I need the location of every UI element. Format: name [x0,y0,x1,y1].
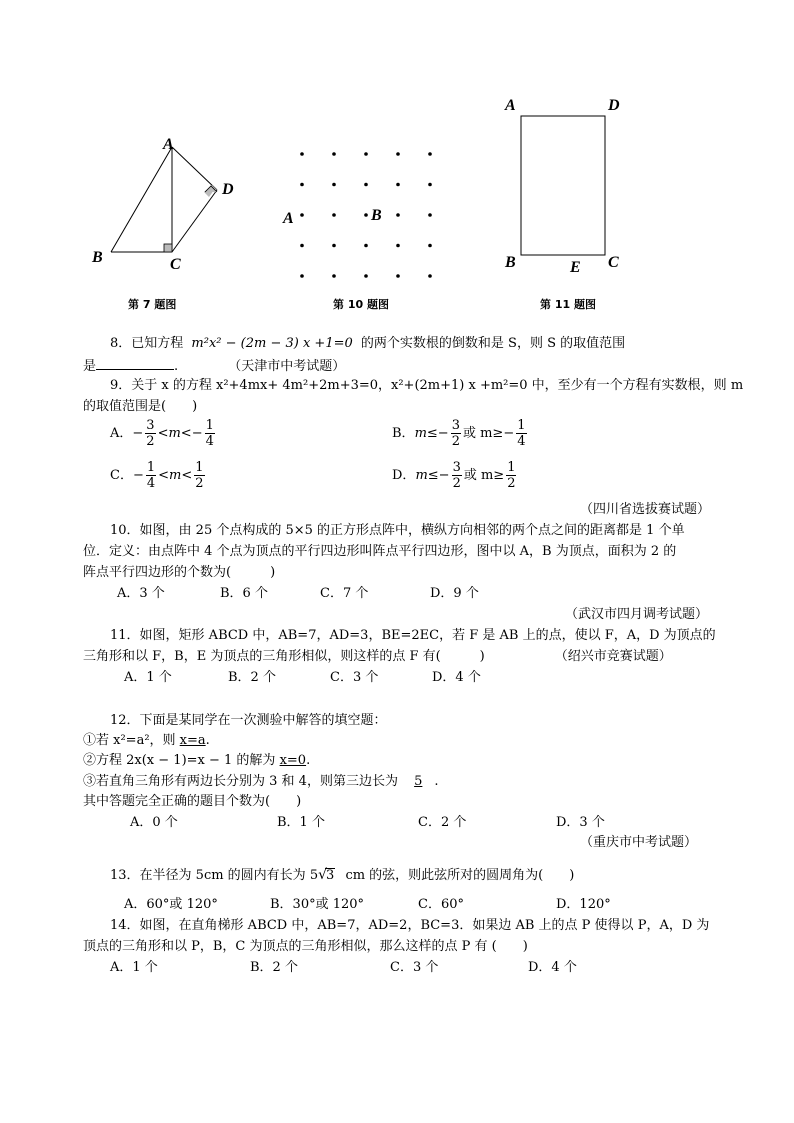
lattice-dot [396,213,400,217]
q8-blank[interactable] [96,357,174,370]
q10-option-c[interactable]: C．7 个 [320,586,369,601]
fig7-label-d: D [222,181,234,198]
q9-option-d[interactable]: D．m≤− $\frac{3}{2}$ 或 m≥ $\frac{1}{2}$ [392,460,516,491]
lattice-dot [332,213,336,217]
q14-option-b[interactable]: B．2 个 [250,960,298,975]
q11-option-b[interactable]: B．2 个 [228,670,276,685]
q13-option-c[interactable]: C．60° [418,897,464,912]
lattice-dot [332,183,336,187]
lattice-dot [300,213,304,217]
fig11-label-b: B [505,254,516,271]
lattice-dot [300,183,304,187]
q10-option-d[interactable]: D．9 个 [430,586,479,601]
q10-source: （武汉市四月调考试题） [565,607,709,622]
q10-line-1: 10．如图，由 25 个点构成的 5×5 的正方形点阵中，横纵方向相邻的两个点之间的距离都是 1 个单 [110,523,685,538]
lattice-dot [364,213,368,217]
q9-option-c[interactable]: C．− $\frac{1}{4}$ <m< $\frac{1}{2}$ [110,460,204,491]
lattice-dot [332,274,336,278]
q10-line-3: 阵点平行四边形的个数为( ) [83,565,276,580]
q14-option-c[interactable]: C．3 个 [390,960,439,975]
q12-option-b[interactable]: B．1 个 [277,815,325,830]
q12-line-1: 12．下面是某同学在一次测验中解答的填空题： [110,713,387,728]
q11-option-a[interactable]: A．1 个 [124,670,172,685]
q12-answer-3: 5 [414,774,423,789]
q12-answer-2: x=0 [279,753,307,768]
q9-line-1: 9．关于 x 的方程 x²+4mx+ 4m²+2m+3=0，x²+(2m+1) x +m²=0 中，至少有一个方程有实数根，则 m [110,378,744,393]
fig10-label-b: B [371,207,382,224]
lattice-dot [300,152,304,156]
fig7-label-c: C [170,256,181,273]
lattice-dot [300,244,304,248]
q11-line-1: 11．如图，矩形 ABCD 中，AB=7，AD=3，BE=2EC，若 F 是 AB 上的点，使以 F，A，D 为顶点的 [110,628,716,643]
q14-line-2: 顶点的三角形和以 P，B，C 为顶点的三角形相似，那么这样的点 P 有 ( ) [83,939,528,954]
lattice-dot [364,152,368,156]
q12-source: （重庆市中考试题） [580,835,698,850]
figure-10-dot-lattice [290,145,440,290]
lattice-dot [364,183,368,187]
q12-line-5: 其中答题完全正确的题目个数为( ) [83,794,302,809]
fig7-caption: 第 7 题图 [128,298,177,311]
q13-line-1: 13．在半径为 5cm 的圆内有长为 5√3 cm 的弦，则此弦所对的圆周角为( ) [110,867,575,883]
lattice-dot [428,244,432,248]
q13-option-d[interactable]: D．120° [556,897,611,912]
fig10-label-a: A [283,210,294,227]
q12-answer-1: x=a [179,733,206,748]
lattice-dot [428,152,432,156]
fig10-caption: 第 10 题图 [333,298,389,311]
q14-line-1: 14．如图，在直角梯形 ABCD 中，AB=7，AD=2，BC=3．如果边 AB 上的点 P 使得以 P，A，D 为 [110,918,710,933]
figure-11 [500,100,640,270]
fig7-label-b: B [92,249,103,266]
q12-item-3: ③若直角三角形有两边长分别为 3 和 4，则第三边长为 5 . [83,774,439,789]
lattice-dot [428,274,432,278]
q13-option-b[interactable]: B．30°或 120° [270,897,365,912]
q9-option-a[interactable]: A．− $\frac{3}{2}$ <m<− $\frac{1}{4}$ [110,418,214,449]
q8-source: （天津市中考试题） [228,359,346,374]
lattice-dot [396,152,400,156]
lattice-dot [396,183,400,187]
q10-option-a[interactable]: A．3 个 [117,586,165,601]
q14-option-d[interactable]: D．4 个 [528,960,577,975]
q10-line-2: 位．定义：由点阵中 4 个点为顶点的平行四边形叫阵点平行四边形，图中以 A，B 为顶点，面积为 2 的 [83,544,677,559]
q13-option-a[interactable]: A．60°或 120° [124,897,218,912]
q11-option-c[interactable]: C．3 个 [330,670,379,685]
lattice-dot [428,183,432,187]
q9-line-2: 的取值范围是( ) [83,399,198,414]
q8-line-2: 是 . （天津市中考试题） [83,359,346,374]
q12-option-c[interactable]: C．2 个 [418,815,467,830]
lattice-dot [300,274,304,278]
q11-source: （绍兴市竞赛试题） [554,649,672,664]
q13-radicand: 3 [326,868,335,883]
lattice-dot [332,244,336,248]
q8-equation: m²x² − (2m − 3) x +1=0 [191,336,353,351]
q9-source: （四川省选拔赛试题） [580,502,711,517]
lattice-dot [396,274,400,278]
q11-option-d[interactable]: D．4 个 [432,670,481,685]
lattice-dot [396,244,400,248]
q12-option-a[interactable]: A．0 个 [130,815,178,830]
lattice-dot [332,152,336,156]
lattice-dot [428,213,432,217]
q10-option-b[interactable]: B．6 个 [220,586,268,601]
q9-option-b[interactable]: B．m≤− $\frac{3}{2}$ 或 m≥− $\frac{1}{4}$ [392,418,526,449]
fig7-label-a: A [163,136,174,153]
q12-item-1: ①若 x²=a²，则 x=a. [83,733,210,748]
fig11-label-a: A [505,97,516,114]
lattice-dot [364,274,368,278]
lattice-dot [364,244,368,248]
fig11-label-e: E [570,259,581,276]
q11-line-2: 三角形和以 F，B，E 为顶点的三角形相似，则这样的点 F 有( ) （绍兴市竞赛试题） [83,649,672,664]
q12-option-d[interactable]: D．3 个 [556,815,605,830]
fig11-label-c: C [608,254,619,271]
q8-line-1: 8．已知方程 m²x² − (2m − 3) x +1=0 的两个实数根的倒数和是 S，则 S 的取值范围 [110,336,626,351]
q12-item-2: ②方程 2x(x − 1)=x − 1 的解为 x=0. [83,753,311,768]
fig11-caption: 第 11 题图 [540,298,596,311]
q14-option-a[interactable]: A．1 个 [110,960,158,975]
fig11-label-d: D [608,97,620,114]
